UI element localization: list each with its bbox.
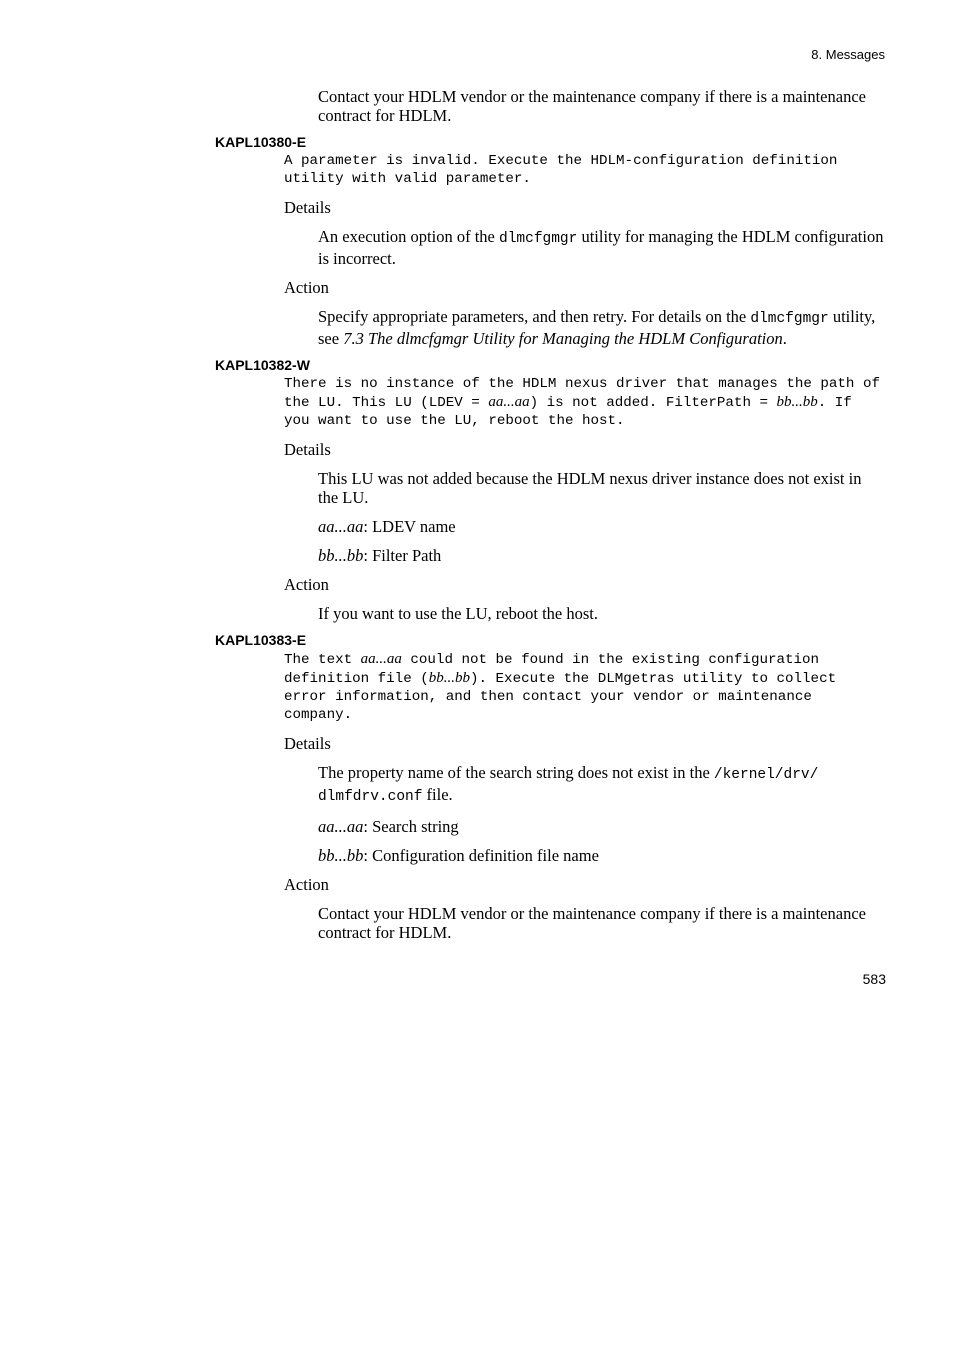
- action-text: If you want to use the LU, reboot the host.: [318, 604, 598, 623]
- intro-paragraph: Contact your HDLM vendor or the maintenance company if there is a maintenance contract for HDLM.: [318, 87, 866, 125]
- details-text: An execution option of the dlmcfgmgr utility for managing the HDLM configuration is incorrect.: [318, 227, 884, 268]
- variable-definition: bb...bb: Filter Path: [318, 546, 442, 565]
- details-text: The property name of the search string does not exist in the /kernel/drv/ dlmfdrv.conf file.: [318, 763, 819, 805]
- message-text: A parameter is invalid. Execute the HDLM-configuration definition utility with valid parameter.: [284, 153, 838, 187]
- cross-reference-link[interactable]: 7.3 The dlmcfgmgr Utility for Managing the HDLM Configuration: [343, 329, 783, 348]
- variable-definition: aa...aa: LDEV name: [318, 517, 456, 536]
- message-entry: [0, 632, 954, 942]
- message-text: There is no instance of the HDLM nexus driver that manages the path of the LU. This LU (LDEV = aa...aa) is not added. FilterPath = bb...bb. If you want to use the LU, reboot the host.: [284, 376, 880, 429]
- details-text: This LU was not added because the HDLM nexus driver instance does not exist in the LU.: [318, 469, 862, 507]
- variable-definition: aa...aa: Search string: [318, 817, 459, 836]
- action-label: Action: [284, 278, 329, 297]
- message-text: The text aa...aa could not be found in the existing configuration definition file (bb...bb). Execute the DLMgetras utility to collect error information, and then contact your vendor or maintenance company.: [284, 651, 837, 723]
- action-label: Action: [284, 875, 329, 894]
- details-label: Details: [284, 440, 331, 459]
- message-id: KAPL10382-W: [215, 357, 310, 373]
- action-text: Contact your HDLM vendor or the maintenance company if there is a maintenance contract for HDLM.: [318, 904, 866, 942]
- page-number: 583: [862, 971, 886, 987]
- action-label: Action: [284, 575, 329, 594]
- action-text: Specify appropriate parameters, and then retry. For details on the dlmcfgmgr utility, see 7.3 The dlmcfgmgr Utility for Managing the HDLM Configuration.: [318, 307, 876, 348]
- details-label: Details: [284, 198, 331, 217]
- variable-definition: bb...bb: Configuration definition file name: [318, 846, 599, 865]
- message-id: KAPL10380-E: [215, 134, 307, 150]
- message-id: KAPL10383-E: [215, 632, 307, 648]
- running-head: 8. Messages: [811, 47, 885, 62]
- message-entry: [0, 134, 954, 348]
- message-entry: [0, 357, 954, 623]
- page-content: [0, 87, 954, 942]
- details-label: Details: [284, 734, 331, 753]
